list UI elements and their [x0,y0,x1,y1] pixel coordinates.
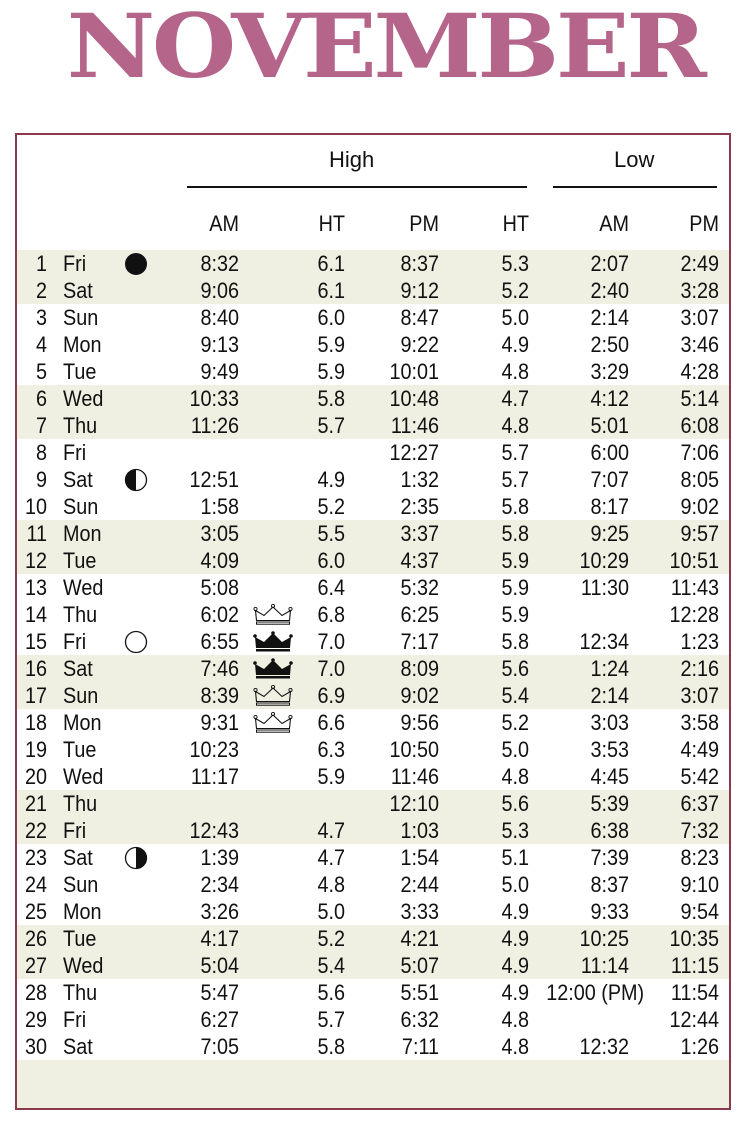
full-moon-icon [124,630,148,654]
high-am-time: 6:27 [200,1007,239,1032]
low-group-rule [553,186,717,188]
table-row [17,250,729,277]
table-row [17,790,729,817]
day-of-week: Tue [63,548,97,573]
high-am-time: 12:43 [189,818,239,843]
day-of-week: Tue [63,737,97,762]
high-am-height: 4.7 [317,845,345,870]
high-pm-height: 4.9 [501,926,529,951]
high-am-time: 3:05 [200,521,239,546]
day-number: 9 [35,467,47,492]
high-pm-height: 5.8 [501,521,529,546]
low-am-time: 3:03 [590,710,629,735]
high-pm-height: 5.4 [501,683,529,708]
low-am-time: 7:07 [590,467,629,492]
day-number: 17 [24,683,47,708]
low-am-time: 2:50 [590,332,629,357]
high-pm-time: 5:32 [400,575,439,600]
low-am-time: 12:34 [579,629,629,654]
day-of-week: Sat [63,1034,93,1059]
high-pm-height: 5.0 [501,737,529,762]
high-am-time: 3:26 [200,899,239,924]
high-am-height: 5.9 [317,359,345,384]
high-pm-time: 1:54 [400,845,439,870]
low-am-time: 5:01 [590,413,629,438]
table-row [17,655,729,682]
table-row [17,358,729,385]
high-am-time: 1:39 [200,845,239,870]
low-am-time: 7:39 [590,845,629,870]
high-pm-time: 7:11 [401,1034,439,1059]
low-am-time [546,601,629,628]
high-am-time: 6:02 [200,602,239,627]
day-number: 13 [24,575,47,600]
low-pm-time: 7:06 [680,440,719,465]
high-am-height: 5.2 [317,494,345,519]
outline-crown-icon [253,685,293,706]
low-am-time: 2:40 [590,278,629,303]
high-pm-height: 5.3 [501,251,529,276]
high-am-time: 9:13 [200,332,239,357]
low-am-time: 1:24 [590,656,629,681]
high-pm-time: 9:22 [400,332,439,357]
day-number: 14 [24,602,47,627]
low-pm-time: 3:07 [680,305,719,330]
high-pm-height: 5.1 [501,845,529,870]
table-row [17,898,729,925]
table-row [17,547,729,574]
low-am-time: 10:29 [579,548,629,573]
low-am-time: 6:38 [590,818,629,843]
high-pm-time: 5:51 [400,980,439,1005]
table-row [17,709,729,736]
high-am-height: 5.7 [317,1007,345,1032]
col-header-low-am: AM [599,211,629,236]
day-of-week: Sun [63,872,99,897]
low-pm-time: 3:58 [680,710,719,735]
high-pm-height: 4.8 [501,413,529,438]
high-am-height: 6.0 [317,548,345,573]
high-group-rule [187,186,527,188]
high-pm-height: 5.2 [501,278,529,303]
day-of-week: Mon [63,710,102,735]
day-number: 6 [35,386,47,411]
day-number: 27 [24,953,47,978]
day-number: 18 [24,710,47,735]
low-pm-time: 3:07 [680,683,719,708]
day-number: 3 [35,305,47,330]
high-am-height: 5.8 [317,386,345,411]
high-pm-time: 1:32 [400,467,439,492]
table-row [17,817,729,844]
page-title: NOVEMBER [66,0,704,98]
high-am-time: 11:17 [190,764,239,789]
day-of-week: Wed [63,575,104,600]
col-header-high-pm: PM [409,211,439,236]
high-am-time: 10:23 [189,737,239,762]
day-number: 16 [24,656,47,681]
high-pm-time: 3:37 [400,521,439,546]
high-am-height: 5.4 [317,953,345,978]
low-am-time: 9:25 [590,521,629,546]
day-of-week: Thu [63,602,98,627]
high-am-height: 5.6 [317,980,345,1005]
table-row [17,871,729,898]
high-pm-height: 5.2 [501,710,529,735]
day-of-week: Thu [63,980,98,1005]
low-am-time: 8:37 [590,872,629,897]
low-pm-time: 4:49 [680,737,719,762]
day-number: 21 [24,791,47,816]
high-am-height [284,790,345,817]
high-pm-time: 4:37 [400,548,439,573]
day-number: 1 [35,251,47,276]
high-am-height: 6.0 [317,305,345,330]
high-pm-time: 10:48 [389,386,439,411]
high-pm-height: 4.8 [501,1034,529,1059]
day-of-week: Sat [63,467,93,492]
low-pm-time: 9:57 [680,521,719,546]
first-quarter-moon-icon [124,468,148,492]
day-of-week: Fri [63,818,87,843]
day-of-week: Wed [63,764,104,789]
new-moon-icon [124,252,148,276]
day-of-week: Fri [63,251,87,276]
day-of-week: Fri [63,440,87,465]
high-am-time [174,790,239,817]
high-am-height: 4.8 [317,872,345,897]
table-row [17,763,729,790]
day-number: 30 [24,1034,47,1059]
low-am-time: 12:00 (PM) [546,980,645,1005]
day-of-week: Mon [63,332,102,357]
low-am-time: 5:39 [590,791,629,816]
day-number: 12 [24,548,47,573]
table-row [17,1033,729,1060]
high-am-time: 5:04 [200,953,239,978]
col-header-low-pm: PM [689,211,719,236]
low-am-time: 11:30 [580,575,629,600]
high-am-time: 5:47 [200,980,239,1005]
table-row [17,952,729,979]
high-pm-time: 12:10 [389,791,439,816]
high-pm-time: 12:27 [389,440,439,465]
day-number: 2 [35,278,47,303]
high-am-height: 5.9 [317,764,345,789]
high-pm-height: 4.9 [501,899,529,924]
table-row [17,277,729,304]
table-row [17,412,729,439]
high-am-height: 6.9 [317,683,345,708]
day-number: 7 [35,413,47,438]
day-number: 28 [24,980,47,1005]
high-pm-time: 2:35 [400,494,439,519]
high-pm-height: 5.0 [501,305,529,330]
low-am-time: 4:45 [590,764,629,789]
table-row [17,574,729,601]
high-pm-height: 5.7 [501,467,529,492]
low-pm-time: 5:42 [680,764,719,789]
solid-crown-icon [253,631,293,652]
low-pm-time: 11:43 [670,575,719,600]
low-am-time: 3:53 [590,737,629,762]
high-am-time: 8:32 [200,251,239,276]
low-am-time: 10:25 [579,926,629,951]
high-pm-time: 11:46 [390,413,439,438]
day-number: 5 [35,359,47,384]
low-pm-time: 3:46 [680,332,719,357]
high-am-height: 5.5 [317,521,345,546]
day-of-week: Thu [63,791,98,816]
high-am-time: 4:09 [200,548,239,573]
low-pm-time: 10:51 [669,548,719,573]
table-row [17,493,729,520]
day-of-week: Sat [63,278,93,303]
day-number: 25 [24,899,47,924]
high-am-height: 4.7 [317,818,345,843]
day-of-week: Sat [63,845,93,870]
day-number: 11 [26,521,47,546]
high-pm-time: 7:17 [400,629,439,654]
low-pm-time: 11:54 [670,980,719,1005]
low-am-time [546,1006,629,1033]
high-pm-time: 6:32 [400,1007,439,1032]
high-am-height: 6.1 [317,278,345,303]
high-am-time: 11:26 [190,413,239,438]
low-am-time: 2:14 [590,683,629,708]
high-am-height: 5.2 [317,926,345,951]
high-am-time: 7:05 [200,1034,239,1059]
low-pm-time: 12:28 [669,602,719,627]
high-am-time: 5:08 [200,575,239,600]
low-pm-time: 9:10 [680,872,719,897]
table-row [17,979,729,1006]
day-number: 24 [24,872,47,897]
high-pm-time: 2:44 [400,872,439,897]
high-am-time: 10:33 [189,386,239,411]
high-pm-height: 4.8 [501,1007,529,1032]
low-pm-time: 5:14 [680,386,719,411]
high-pm-time: 10:50 [389,737,439,762]
high-pm-time: 9:02 [400,683,439,708]
high-am-height: 5.9 [317,332,345,357]
low-group-label: Low [614,147,655,172]
day-number: 22 [24,818,47,843]
high-am-height: 6.1 [317,251,345,276]
high-pm-time: 9:12 [400,278,439,303]
day-number: 26 [24,926,47,951]
day-of-week: Sun [63,305,99,330]
low-am-time: 3:29 [590,359,629,384]
table-row [17,925,729,952]
table-row [17,736,729,763]
table-row [17,628,729,655]
high-am-time: 8:40 [200,305,239,330]
day-of-week: Tue [63,359,97,384]
table-row [17,331,729,358]
table-row [17,439,729,466]
high-am-time [174,439,239,466]
high-am-height: 5.8 [317,1034,345,1059]
day-of-week: Sun [63,683,99,708]
high-am-height: 6.6 [317,710,345,735]
high-am-time: 7:46 [200,656,239,681]
low-am-time: 9:33 [590,899,629,924]
high-pm-time: 4:21 [400,926,439,951]
high-pm-height: 4.7 [501,386,529,411]
high-pm-time: 8:09 [400,656,439,681]
day-number: 20 [24,764,47,789]
high-pm-height: 4.9 [501,980,529,1005]
low-pm-time: 6:08 [680,413,719,438]
low-pm-time: 6:37 [680,791,719,816]
day-number: 29 [24,1007,47,1032]
low-am-time: 2:14 [590,305,629,330]
high-am-time: 4:17 [200,926,239,951]
high-pm-time: 1:03 [400,818,439,843]
high-am-time: 1:58 [200,494,239,519]
high-pm-height: 5.9 [501,602,529,627]
high-pm-time: 8:37 [400,251,439,276]
col-header-high-ht2: HT [502,211,529,236]
low-pm-time: 1:26 [680,1034,719,1059]
high-am-time: 8:39 [200,683,239,708]
table-row [17,601,729,628]
high-pm-height: 5.6 [501,791,529,816]
outline-crown-icon [253,604,293,625]
high-am-time: 9:49 [200,359,239,384]
table-row [17,385,729,412]
day-of-week: Wed [63,953,104,978]
high-pm-height: 5.6 [501,656,529,681]
high-am-height: 6.4 [317,575,345,600]
high-am-height: 7.0 [317,629,345,654]
day-of-week: Sun [63,494,99,519]
low-pm-time: 3:28 [680,278,719,303]
high-pm-height: 5.3 [501,818,529,843]
table-row [17,520,729,547]
low-pm-time: 9:54 [680,899,719,924]
low-pm-time: 4:28 [680,359,719,384]
low-am-time: 4:12 [590,386,629,411]
day-number: 10 [24,494,47,519]
high-pm-time: 10:01 [389,359,439,384]
day-number: 15 [24,629,47,654]
high-pm-height: 5.9 [501,575,529,600]
high-pm-time: 9:56 [400,710,439,735]
day-of-week: Mon [63,521,102,546]
high-am-height: 4.9 [317,467,345,492]
low-am-time: 8:17 [590,494,629,519]
high-am-time: 2:34 [200,872,239,897]
high-am-height [284,439,345,466]
day-of-week: Fri [63,1007,87,1032]
day-number: 23 [24,845,47,870]
high-pm-height: 4.8 [501,359,529,384]
high-pm-height: 5.8 [501,629,529,654]
low-am-time: 12:32 [579,1034,629,1059]
low-pm-time: 12:44 [669,1007,719,1032]
day-number: 8 [35,440,47,465]
high-am-time: 9:06 [200,278,239,303]
solid-crown-icon [253,658,293,679]
low-pm-time: 1:23 [680,629,719,654]
low-pm-time: 10:35 [669,926,719,951]
day-of-week: Mon [63,899,102,924]
low-am-time: 6:00 [590,440,629,465]
low-pm-time: 2:49 [680,251,719,276]
high-pm-time: 11:46 [390,764,439,789]
day-number: 4 [35,332,47,357]
table-row [17,466,729,493]
col-header-high-ht: HT [318,211,345,236]
high-pm-height: 5.0 [501,872,529,897]
day-of-week: Tue [63,926,97,951]
high-am-time: 12:51 [189,467,239,492]
day-of-week: Wed [63,386,104,411]
low-pm-time: 2:16 [680,656,719,681]
high-pm-height: 4.9 [501,953,529,978]
high-am-height: 5.7 [317,413,345,438]
outline-crown-icon [253,712,293,733]
tide-table [15,133,731,1110]
low-am-time: 11:14 [580,953,629,978]
low-pm-time: 8:23 [680,845,719,870]
high-pm-height: 4.9 [501,332,529,357]
high-am-height: 6.3 [317,737,345,762]
day-of-week: Thu [63,413,98,438]
col-header-high-am: AM [209,211,239,236]
low-pm-time: 9:02 [680,494,719,519]
day-of-week: Sat [63,656,93,681]
high-pm-time: 5:07 [400,953,439,978]
high-pm-height: 5.8 [501,494,529,519]
table-row [17,1006,729,1033]
day-number: 19 [24,737,47,762]
high-am-time: 9:31 [200,710,239,735]
high-pm-time: 3:33 [400,899,439,924]
low-pm-time: 7:32 [680,818,719,843]
high-pm-time: 8:47 [400,305,439,330]
high-group-label: High [329,147,375,172]
table-row [17,682,729,709]
high-am-height: 5.0 [317,899,345,924]
high-pm-height: 5.9 [501,548,529,573]
low-pm-time: 8:05 [680,467,719,492]
high-am-height: 7.0 [317,656,345,681]
last-quarter-moon-icon [124,846,148,870]
table-row [17,844,729,871]
high-pm-height: 5.7 [501,440,529,465]
low-pm-time: 11:15 [670,953,719,978]
table-header [17,135,729,250]
high-pm-height: 4.8 [501,764,529,789]
table-row [17,304,729,331]
high-pm-time: 6:25 [400,602,439,627]
high-am-height: 6.8 [317,602,345,627]
high-am-time: 6:55 [200,629,239,654]
low-am-time: 2:07 [590,251,629,276]
day-of-week: Fri [63,629,87,654]
